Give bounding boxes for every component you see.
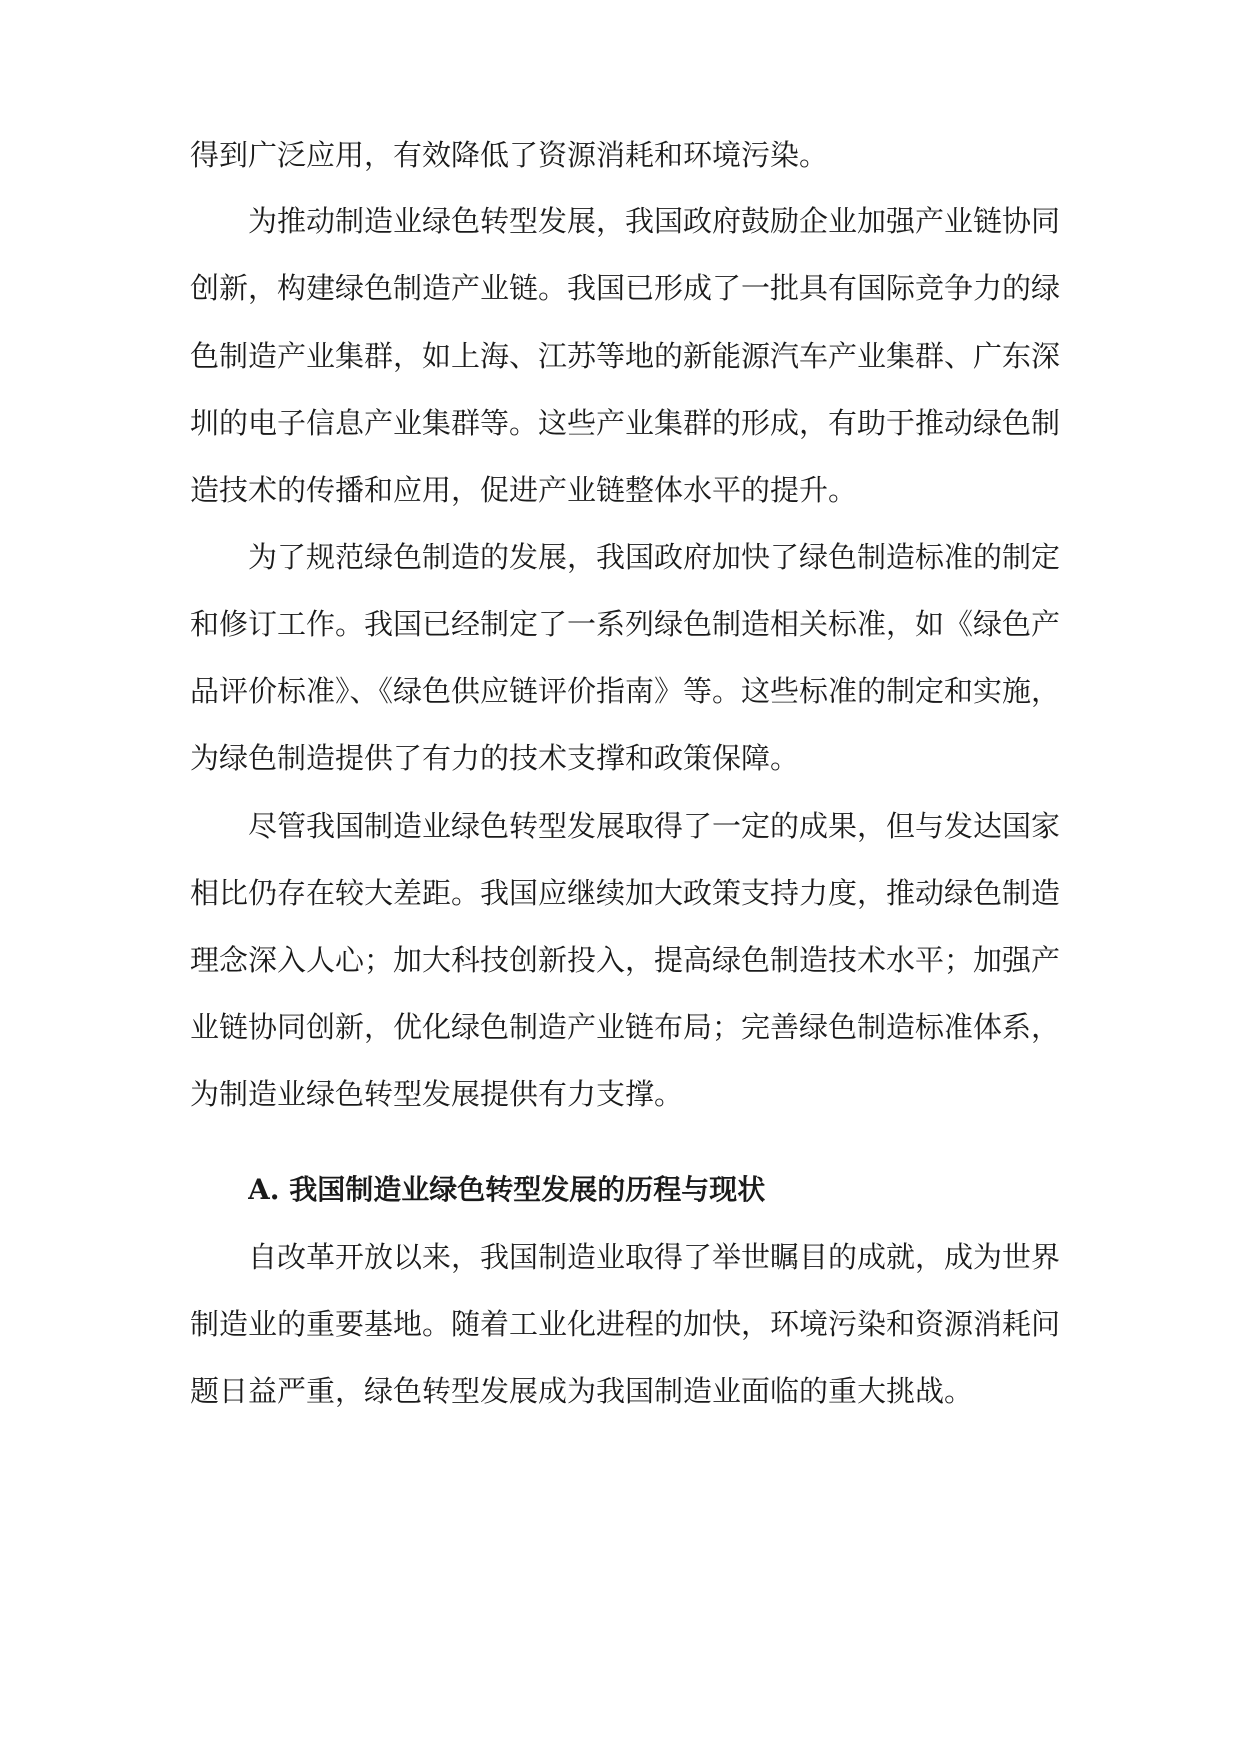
paragraph-first-line: 为推动制造业绿色转型发展，我国政府鼓励企业加强产业链协同 [248,204,1060,238]
text-line: 造技术的传播和应用，促进产业链整体水平的提升。 [190,473,858,507]
paragraph-first-line: 为了规范绿色制造的发展，我国政府加快了绿色制造标准的制定 [248,540,1060,574]
paragraph-first-line: 尽管我国制造业绿色转型发展取得了一定的成果，但与发达国家 [248,809,1060,843]
text-line: 相比仍存在较大差距。我国应继续加大政策支持力度，推动绿色制造 [190,876,1060,910]
text-line: 色制造产业集群，如上海、江苏等地的新能源汽车产业集群、广东深 [190,339,1060,373]
text-line: 圳的电子信息产业集群等。这些产业集群的形成，有助于推动绿色制 [190,406,1060,440]
text-line: 得到广泛应用，有效降低了资源消耗和环境污染。 [190,138,829,172]
text-line: 题日益严重，绿色转型发展成为我国制造业面临的重大挑战。 [190,1374,974,1408]
section-heading: A. 我国制造业绿色转型发展的历程与现状 [248,1173,766,1206]
text-line: 业链协同创新，优化绿色制造产业链布局；完善绿色制造标准体系， [190,1010,1060,1044]
text-line: 创新，构建绿色制造产业链。我国已形成了一批具有国际竞争力的绿 [190,271,1060,305]
text-line: 为绿色制造提供了有力的技术支撑和政策保障。 [190,741,800,775]
text-line: 和修订工作。我国已经制定了一系列绿色制造相关标准，如《绿色产 [190,607,1060,641]
paragraph-first-line: 自改革开放以来，我国制造业取得了举世瞩目的成就，成为世界 [248,1240,1060,1274]
text-line: 制造业的重要基地。随着工业化进程的加快，环境污染和资源消耗问 [190,1307,1060,1341]
text-line: 品评价标准》、《绿色供应链评价指南》等。这些标准的制定和实施， [190,674,1060,708]
text-line: 理念深入人心；加大科技创新投入，提高绿色制造技术水平；加强产 [190,943,1060,977]
text-line: 为制造业绿色转型发展提供有力支撑。 [190,1077,684,1111]
